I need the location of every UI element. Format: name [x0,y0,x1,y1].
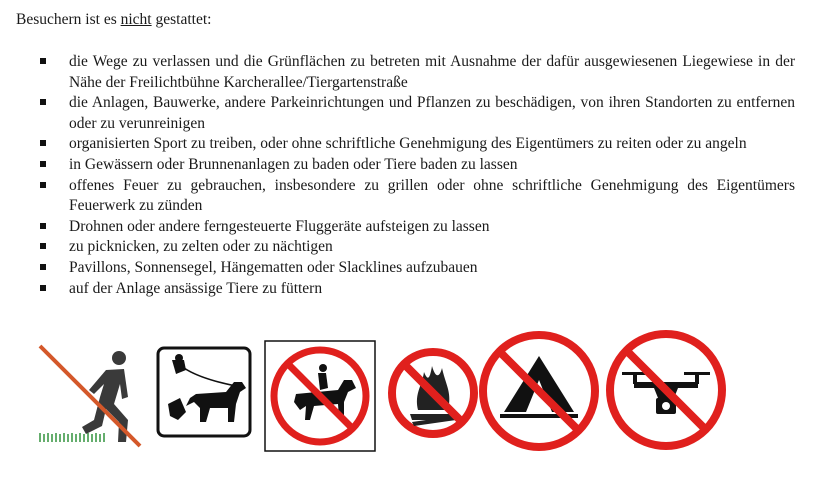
heading-text-before: Besuchern ist es [16,11,121,28]
dog-leash-poop-icon [156,346,252,438]
rule-item: die Wege zu verlassen und die Grünflächen zu betreten mit Ausnahme der dafür ausgewiesenen Liegewiese in der Nähe der Freilichtbühne Karcherallee/Tiergartenstraße [40,52,795,93]
rule-item: Drohnen oder andere ferngesteuerte Fluggeräte aufsteigen zu lassen [40,217,795,238]
rule-item: zu picknicken, zu zelten oder zu nächtigen [40,237,795,258]
no-open-fire-icon [386,346,480,440]
no-drones-icon [604,328,728,452]
rule-item: die Anlagen, Bauwerke, andere Parkeinrichtungen und Pflanzen zu beschädigen, von ihren Standorten zu entfernen oder zu verunreinigen [40,93,795,134]
rule-item: Pavillons, Sonnensegel, Hängematten oder Slacklines aufzubauen [40,258,795,279]
rule-item: organisierten Sport zu treiben, oder ohne schriftliche Genehmigung des Eigentümers zu reiten oder zu angeln [40,134,795,155]
heading-text-after: gestattet: [151,11,212,28]
heading-emphasis: nicht [120,11,152,28]
no-walking-on-grass-icon [36,342,146,452]
rule-item: offenes Feuer zu gebrauchen, insbesondere zu grillen oder ohne schriftliche Genehmigung des Eigentümers Feuerwerk zu zünden [40,176,795,217]
no-camping-icon [478,330,600,452]
rule-item: in Gewässern oder Brunnenanlagen zu baden oder Tiere baden zu lassen [40,155,795,176]
no-horse-riding-icon [264,340,376,452]
rule-item: auf der Anlage ansässige Tiere zu füttern [40,279,795,300]
